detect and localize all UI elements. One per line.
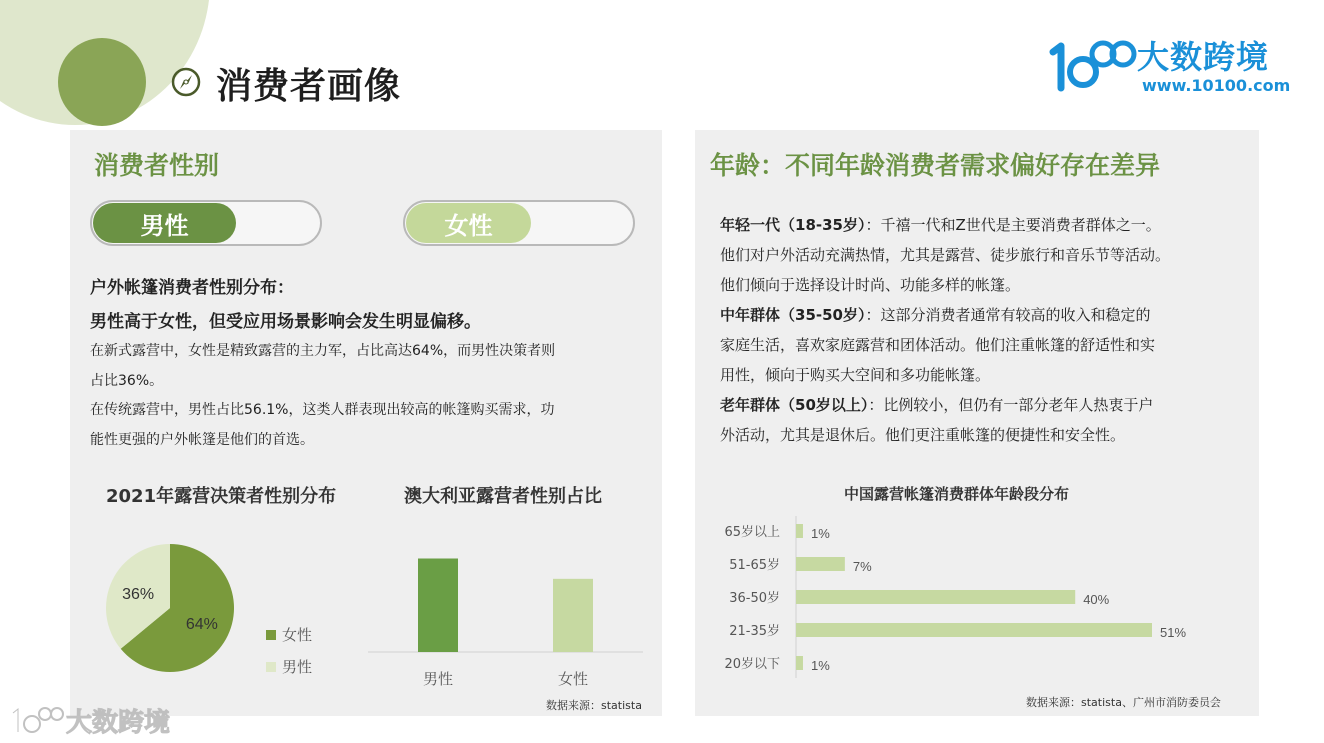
gender-heading-1: 户外帐篷消费者性别分布： (90, 278, 294, 298)
gender-section-title: 消费者性别 (94, 151, 220, 180)
age-line (720, 360, 990, 390)
age-value-label: 1% (810, 526, 830, 541)
pie-legend-male-label: 男性 (282, 658, 313, 676)
age-line-text: 他们对户外活动充满热情，尤其是露营、徒步旅行和音乐节等活动。 (720, 246, 1171, 264)
right-source: 数据来源：statista、广州市消防委员会 (1026, 696, 1221, 709)
female-pill-label: 女性 (406, 203, 531, 243)
age-line (720, 210, 1161, 240)
pie-chart-title: 2021年露营决策者性别分布 (106, 486, 337, 507)
pie-chart (100, 538, 240, 678)
age-category-label: 20岁以下 (724, 657, 780, 672)
age-category-label: 65岁以上 (724, 525, 780, 540)
pie-legend-male-swatch (266, 662, 276, 672)
age-line (720, 420, 1125, 450)
age-line (720, 300, 1151, 330)
bar-male (418, 559, 458, 653)
gender-paragraph-2-line-1: 在传统露营中，男性占比56.1%，这类人群表现出较高的帐篷购买需求，功 (90, 402, 555, 418)
bar-category-label: 男性 (422, 670, 454, 688)
age-category-label: 21-35岁 (729, 624, 780, 639)
pie-legend-female (266, 624, 312, 645)
age-bar (796, 623, 1152, 637)
age-bar (796, 590, 1075, 604)
age-bar (796, 656, 803, 670)
age-line (720, 390, 1153, 420)
age-line-text: ：比例较小，但仍有一部分老年人热衷于户 (868, 396, 1154, 414)
gender-paragraph-2-line-2: 能性更强的户外帐篷是他们的首选。 (90, 432, 314, 448)
female-pill (403, 200, 635, 246)
brand-url: www.10100.com (1142, 76, 1291, 95)
age-category-label: 51-65岁 (729, 558, 780, 573)
watermark-mark-icon (10, 704, 64, 736)
age-line-text: 家庭生活，喜欢家庭露营和团体活动。他们注重帐篷的舒适性和实 (720, 336, 1156, 354)
gender-heading-2: 男性高于女性，但受应用场景影响会发生明显偏移。 (90, 312, 481, 332)
male-pill (90, 200, 322, 246)
pie-value-label: 36% (122, 586, 155, 604)
age-value-label: 40% (1083, 592, 1110, 607)
age-bar (796, 524, 803, 538)
age-value-label: 7% (852, 559, 872, 574)
age-group-label: 年轻一代（18-35岁） (720, 216, 866, 234)
age-value-label: 51% (1160, 625, 1187, 640)
age-value-label: 1% (810, 658, 830, 673)
age-group-label: 中年群体（35-50岁） (720, 306, 866, 324)
compass-icon (170, 66, 202, 98)
gender-paragraph-1-line-1: 在新式露营中，女性是精致露营的主力军，占比高达64%，而男性决策者则 (90, 343, 556, 359)
age-chart-title: 中国露营帐篷消费群体年龄段分布 (844, 485, 1070, 503)
pie-legend-female-label: 女性 (282, 626, 313, 644)
pie-legend-female-swatch (266, 630, 276, 640)
age-section-title: 年龄：不同年龄消费者需求偏好存在差异 (710, 151, 1161, 180)
age-line (720, 330, 1155, 360)
male-pill-label: 男性 (93, 203, 236, 243)
brand-logo (1049, 32, 1294, 98)
bar-chart-title: 澳大利亚露营者性别占比 (404, 486, 602, 507)
bar-category-label: 女性 (557, 670, 589, 688)
watermark-text: 大数跨境 (66, 708, 171, 738)
bar-female (553, 579, 593, 652)
gender-bar-chart (368, 540, 643, 695)
pie-value-label: 64% (185, 615, 218, 633)
age-line-text: ：这部分消费者通常有较高的收入和稳定的 (865, 306, 1151, 324)
age-line-text: 他们倾向于选择设计时尚、功能多样的帐篷。 (720, 276, 1021, 294)
pie-legend-male (266, 656, 312, 677)
age-bar (796, 557, 845, 571)
age-bar-chart (710, 512, 1250, 680)
age-group-label: 老年群体（50岁以上） (720, 396, 869, 414)
decorative-circle-small (58, 38, 146, 126)
age-line-text: ：千禧一代和Z世代是主要消费者群体之一。 (865, 216, 1161, 234)
age-line-text: 用性，倾向于购买大空间和多功能帐篷。 (720, 366, 991, 384)
brand-name: 大数跨境 (1137, 38, 1270, 76)
age-category-label: 36-50岁 (729, 591, 780, 606)
age-line-text: 外活动，尤其是退休后。他们更注重帐篷的便捷性和安全性。 (720, 426, 1126, 444)
brand-mark-icon (1049, 38, 1137, 94)
page-title: 消费者画像 (216, 66, 402, 107)
left-source: 数据来源：statista (546, 699, 642, 712)
age-line (720, 270, 1020, 300)
age-line (720, 240, 1170, 270)
gender-paragraph-1-line-2: 占比36%。 (90, 373, 164, 389)
watermark (10, 700, 180, 738)
